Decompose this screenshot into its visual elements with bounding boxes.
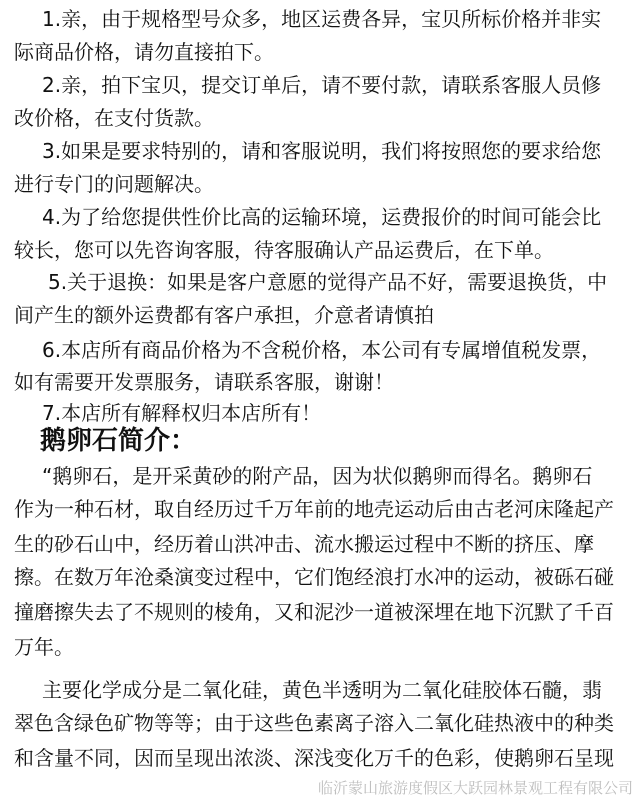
notice-3-line-1: 3.如果是要求特别的，请和客服说明，我们将按照您的要求给您 [42,139,602,163]
notice-6-line-1: 6.本店所有商品价格为不含税价格，本公司有专属增值税发票， [42,338,602,362]
notice-6-line-2: 如有需要开发票服务，请联系客服，谢谢！ [14,370,394,394]
intro-p2-line: 和含量不同，因而呈现出浓淡、深浅变化万千的色彩，使鹅卵石呈现 [14,746,614,770]
intro-p1-line: 生的砂石山中，经历着山洪冲击、流水搬运过程中不断的挤压、摩 [14,532,594,556]
notice-2-line-2: 改价格，在支付货款。 [14,106,214,130]
notice-1-line-2: 际商品价格，请勿直接拍下。 [14,40,274,64]
notice-5-line-2: 间产生的额外运费都有客户承担，介意者请慎拍 [14,303,434,327]
intro-p1-line: 擦。在数万年沧桑演变过程中，它们饱经浪打水冲的运动，被砾石碰 [14,565,614,589]
intro-title: 鹅卵石简介： [40,426,197,456]
intro-p2-line: 主要化学成分是二氧化硅，黄色半透明为二氧化硅胶体石髓，翡 [42,678,602,702]
notice-3-line-2: 进行专门的问题解决。 [14,172,214,196]
notice-2-line-1: 2.亲，拍下宝贝，提交订单后，请不要付款，请联系客服人员修 [42,73,602,97]
notice-5-line-1: 5.关于退换：如果是客户意愿的觉得产品不好，需要退换货，中 [48,270,608,294]
intro-p1-line: 作为一种石材，取自经历过千万年前的地壳运动后由古老河床隆起产 [14,497,614,521]
notice-4-line-2: 较长，您可以先咨询客服，待客服确认产品运费后，在下单。 [14,238,554,262]
notice-4-line-1: 4.为了给您提供性价比高的运输环境，运费报价的时间可能会比 [42,205,602,229]
notice-1-line-1: 1.亲，由于规格型号众多，地区运费各异，宝贝所标价格并非实 [42,7,602,31]
intro-p1-line: 万年。 [14,635,74,659]
intro-p2-line: 翠色含绿色矿物等等；由于这些色素离子溶入二氧化硅热液中的种类 [14,711,614,735]
notice-7-line-1: 7.本店所有解释权归本店所有！ [42,401,322,425]
intro-p1-line: 撞磨擦失去了不规则的棱角，又和泥沙一道被深埋在地下沉默了千百 [14,600,614,624]
watermark: 临沂蒙山旅游度假区大跃园林景观工程有限公司 [317,779,633,797]
intro-p1-line: “鹅卵石，是开采黄砂的附产品，因为状似鹅卵而得名。鹅卵石 [42,464,593,488]
